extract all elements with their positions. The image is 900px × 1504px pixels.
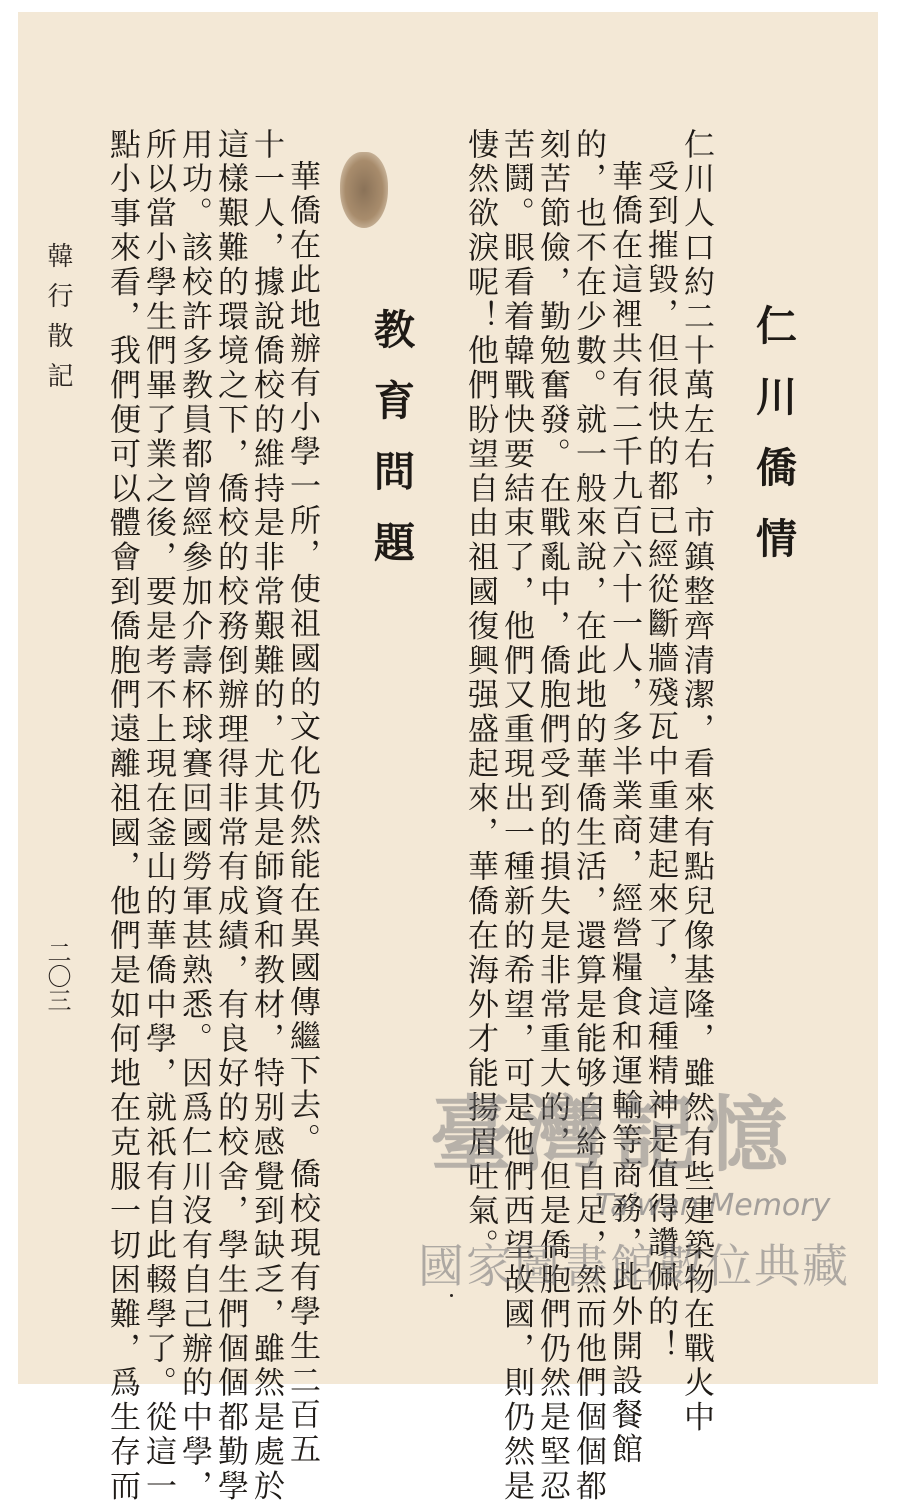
watermark-logo: 臺灣記憶 (430, 1088, 799, 1183)
text-column-6: 苦鬪。眼看着韓戰快要結束了，他們又重現出一種新的希望，可是他們西望故國，則仍然是 (498, 128, 534, 1504)
text-column-10: 這樣艱難的環境之下，僑校的校務倒辦理得非常有成績，有良好的校舍，學生們個個都勤學 (212, 128, 248, 1504)
text-column-2: 受到摧毀，但很快的都已經從斷牆殘瓦中重建起來了，這種精神是值得讚佩的！ (642, 160, 678, 1364)
text-column-1: 仁川人口約二十萬左右，市鎮整齊清潔，看來有點兒像基隆，雖然有些建築物在戰火中 (678, 128, 714, 1436)
section-heading-incheon: 仁川僑情 (749, 304, 797, 588)
watermark (410, 1070, 870, 1300)
section-heading-education: 教育問題 (367, 308, 415, 592)
page-number: 二〇三 (43, 940, 71, 1012)
text-column-4: 的，也不在少數。就一般來說，在此地的華僑生活，還算是能够自給自足，然而他們個個都 (570, 128, 606, 1504)
watermark-chinese: 國家圖書館數位典藏 (418, 1239, 850, 1293)
text-column-9: 十一人，據說僑校的維持是非常艱難的，尤其是師資和教材，特别感覺到缺乏，雖然是處於 (248, 128, 284, 1504)
text-column-3: 華僑在這裡共有二千九百六十一人，多半業商，經營糧食和運輸等商務，此外開設餐館 (606, 160, 642, 1468)
text-column-8: 華僑在此地辦有小學一所，使祖國的文化仍然能在異國傳繼下去。僑校現有學生二百五 (284, 160, 320, 1468)
text-column-11: 用功。該校許多教員都曾經參加介壽杯球賽回國勞軍甚熟悉。因爲仁川沒有自己辦的中學， (176, 128, 212, 1504)
text-column-13: 點小事來看，我們便可以體會到僑胞們遠離祖國，他們是如何地在克服一切困難，爲生存而 (104, 128, 140, 1504)
text-column-5: 刻苦節儉，勤勉奮發。在戰亂中，僑胞們受到的損失是非常重大的，但是僑胞們仍然是堅忍 (534, 128, 570, 1504)
watermark-english: Taiwan Memory (595, 1188, 831, 1223)
text-column-7: 悽然欲淚呢！他們盼望自由祖國復興强盛起來，華僑在海外才能揚眉吐氣。 (462, 128, 498, 1264)
text-column-12: 所以當小學生們畢了業之後，要是考不上現在釜山的華僑中學，就祇有自此輟學了。從這一 (140, 128, 176, 1504)
paper-stain (340, 152, 388, 228)
book-page (18, 12, 878, 1504)
running-head: 韓行散記 (43, 242, 73, 402)
